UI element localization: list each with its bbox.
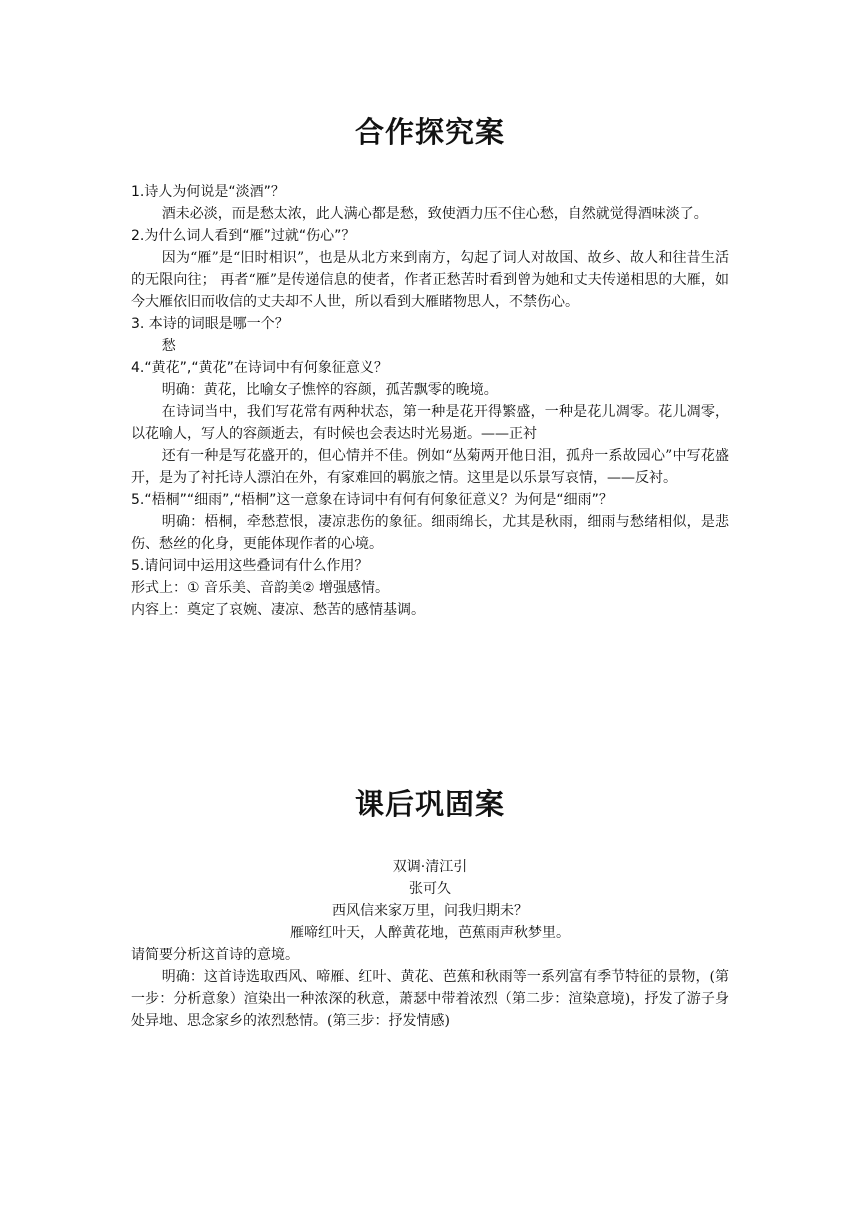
- poem-author: 张可久: [409, 881, 451, 897]
- question-4: 4.“黄花”,“黄花”在诗词中有何象征意义？: [131, 360, 388, 376]
- question-6: 5.请问词中运用这些叠词有什么作用？: [131, 558, 369, 574]
- answer-5: 明确：梧桐，牵愁惹恨，凄凉悲伤的象征。细雨绵长，尤其是秋雨，细雨与愁绪相似，是悲伤、愁丝的化身，更能体现作者的心境。: [131, 514, 729, 552]
- question-2: 2.为什么词人看到“雁”过就“伤心”？: [131, 228, 356, 244]
- question-1: 1.诗人为何说是“淡酒”？: [131, 184, 285, 200]
- question-3: 3. 本诗的词眼是哪一个？: [131, 316, 289, 332]
- answer-6-form: 形式上：① 音乐美、音韵美② 增强感情。: [131, 580, 390, 596]
- answer-4-part-3: 还有一种是写花盛开的，但心情并不佳。例如“丛菊两开他日泪，孤舟一系故园心”中写花盛开，是为了衬托诗人漂泊在外，有家难回的羁旅之情。这里是以乐景写哀情，——反衬。: [131, 448, 729, 486]
- question-5: 5.“梧桐”“细雨”,“梧桐”这一意象在诗词中有何有何象征意义？为何是“细雨”？: [131, 492, 613, 508]
- poem-line-2: 雁啼红叶天，人醉黄花地，芭蕉雨声秋梦里。: [290, 925, 570, 941]
- answer-3: 愁: [161, 338, 176, 354]
- section-title-cooperative-inquiry: 合作探究案: [354, 115, 505, 149]
- answer-2: 因为“雁”是“旧时相识”，也是从北方来到南方，勾起了词人对故国、故乡、故人和往昔生活的无限向往； 再者“雁”是传递信息的使者，作者正愁苦时看到曾为她和丈夫传递相思的大雁，如今大雁依旧而收信的丈夫却不人世，所以看到大雁睹物思人，不禁伤心。: [131, 250, 729, 310]
- section-review-body: [131, 856, 729, 1032]
- section-inquiry-body: [131, 181, 729, 621]
- answer-1: 酒未必淡，而是愁太浓，此人满心都是愁，致使酒力压不住心愁，自然就觉得酒味淡了。: [161, 206, 708, 222]
- poem-line-1: 西风信来家万里，问我归期未？: [332, 903, 528, 919]
- review-question: 请简要分析这首诗的意境。: [131, 947, 299, 963]
- answer-4-part-1: 明确：黄花，比喻女子憔悴的容颜，孤苦飘零的晚境。: [161, 382, 498, 398]
- poem-title: 双调·清江引: [392, 859, 468, 875]
- review-answer: 明确：这首诗选取西风、啼雁、红叶、黄花、芭蕉和秋雨等一系列富有季节特征的景物，(第一步：分析意象）渲染出一种浓深的秋意，萧瑟中带着浓烈（第二步：渲染意境)，抒发了游子身处异地、思念家乡的浓烈愁情。(第三步：抒发情感): [131, 969, 729, 1029]
- section-title-after-class-review: 课后巩固案: [354, 787, 505, 821]
- answer-4-part-2: 在诗词当中，我们写花常有两种状态，第一种是花开得繁盛，一种是花儿凋零。花儿凋零，以花喻人，写人的容颜逝去，有时候也会表达时光易逝。——正衬: [131, 404, 729, 442]
- answer-6-content: 内容上：奠定了哀婉、凄凉、愁苦的感情基调。: [131, 602, 425, 618]
